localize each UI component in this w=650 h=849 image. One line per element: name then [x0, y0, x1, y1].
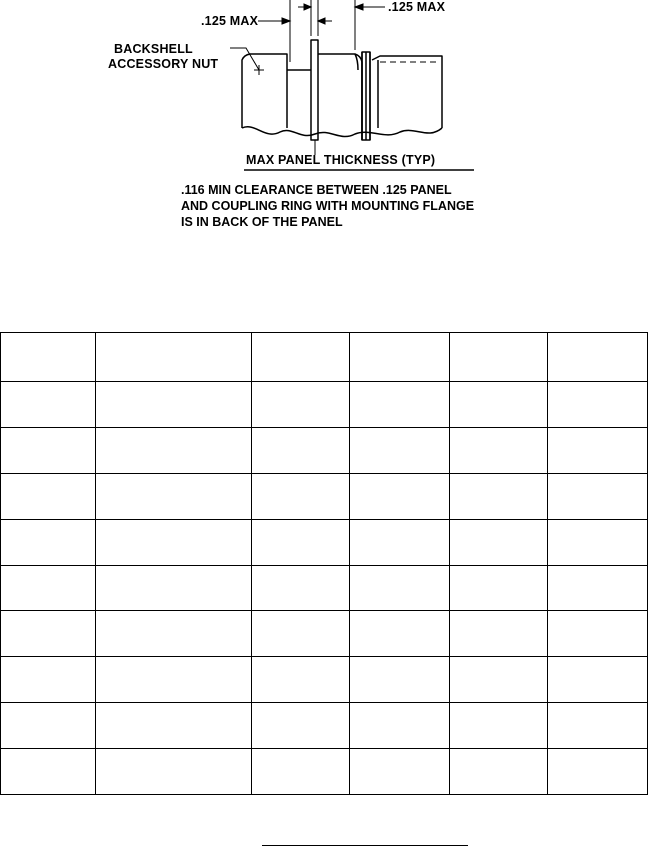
table-cell [548, 473, 648, 519]
table-row [1, 749, 648, 795]
table-cell [350, 565, 450, 611]
table-cell [450, 703, 548, 749]
table-row [1, 519, 648, 565]
table-cell [450, 657, 548, 703]
table-row [1, 611, 648, 657]
callout-accessory-nut: ACCESSORY NUT [108, 57, 219, 71]
table-cell [548, 519, 648, 565]
table-cell [96, 473, 252, 519]
table-cell [450, 473, 548, 519]
table-cell [548, 611, 648, 657]
table-cell [96, 657, 252, 703]
table-cell [1, 333, 96, 382]
table-cell [450, 519, 548, 565]
table-cell [252, 519, 350, 565]
panel-plate [311, 40, 318, 140]
data-table [0, 332, 648, 795]
note-line: IS IN BACK OF THE PANEL [181, 215, 343, 229]
connector-body [318, 54, 362, 140]
panel-thickness-label: MAX PANEL THICKNESS (TYP) [246, 153, 436, 167]
table-row [1, 473, 648, 519]
table-cell [450, 611, 548, 657]
dimension-label-right: .125 MAX [388, 0, 446, 14]
table-cell [252, 657, 350, 703]
table-row [1, 381, 648, 427]
clearance-note [181, 182, 474, 230]
table-cell [350, 381, 450, 427]
table-row [1, 703, 648, 749]
table-cell [96, 381, 252, 427]
table-cell [548, 749, 648, 795]
table-cell [450, 333, 548, 382]
table-cell [350, 611, 450, 657]
table-cell [350, 473, 450, 519]
table-row [1, 657, 648, 703]
table-cell [548, 333, 648, 382]
note-line: AND COUPLING RING WITH MOUNTING FLANGE [181, 199, 475, 213]
table-cell [252, 611, 350, 657]
table-cell [1, 473, 96, 519]
table-cell [450, 749, 548, 795]
table-cell [252, 381, 350, 427]
table-cell [450, 427, 548, 473]
backshell-body [242, 54, 287, 128]
table-cell [1, 703, 96, 749]
table-cell [1, 427, 96, 473]
table-cell [252, 749, 350, 795]
table-cell [350, 657, 450, 703]
table-cell [350, 749, 450, 795]
table-cell [548, 427, 648, 473]
table-cell [252, 703, 350, 749]
table-row [1, 427, 648, 473]
table-cell [350, 703, 450, 749]
table-cell [548, 657, 648, 703]
table-cell [1, 519, 96, 565]
table-cell [1, 565, 96, 611]
table-cell [96, 427, 252, 473]
table-cell [350, 333, 450, 382]
note-line: .116 MIN CLEARANCE BETWEEN .125 PANEL [181, 183, 452, 197]
table-cell [548, 703, 648, 749]
table-cell [252, 427, 350, 473]
dimension-label-left: .125 MAX [201, 14, 259, 28]
table-cell [1, 657, 96, 703]
table-cell [1, 381, 96, 427]
footer-rule [262, 845, 468, 846]
table-header-row [1, 333, 648, 382]
table-cell [450, 565, 548, 611]
table-cell [1, 611, 96, 657]
table-cell [252, 473, 350, 519]
table-cell [350, 427, 450, 473]
table-cell [252, 333, 350, 382]
table-cell [350, 519, 450, 565]
table-cell [96, 519, 252, 565]
table-cell [1, 749, 96, 795]
callout-backshell: BACKSHELL [114, 42, 193, 56]
table-cell [96, 333, 252, 382]
table-cell [548, 381, 648, 427]
table-cell [548, 565, 648, 611]
table-cell [96, 749, 252, 795]
table-cell [252, 565, 350, 611]
break-line [242, 127, 442, 137]
table-cell [96, 611, 252, 657]
rear-tube [372, 56, 442, 128]
table-cell [96, 565, 252, 611]
table-cell [450, 381, 548, 427]
table-cell [96, 703, 252, 749]
table-row [1, 565, 648, 611]
